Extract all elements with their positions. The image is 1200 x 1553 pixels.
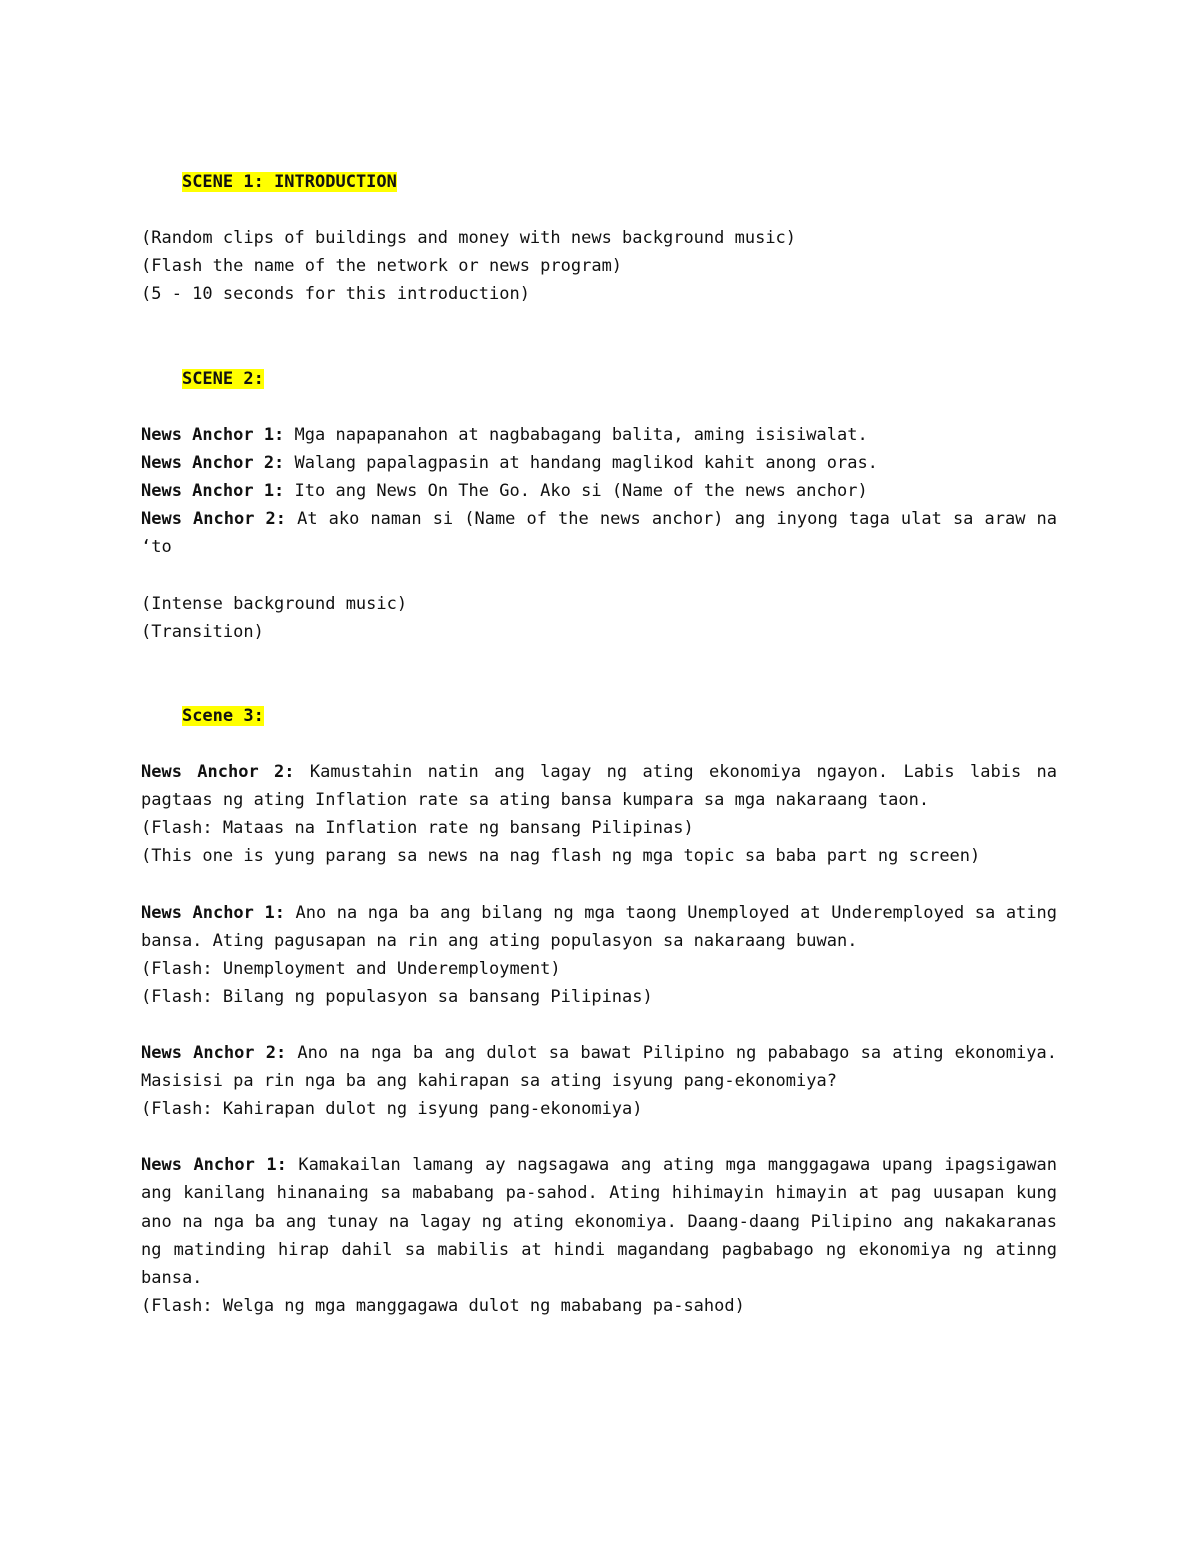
stage-note: (Flash: Welga ng mga manggagawa dulot ng mababang pa-sahod) <box>141 1295 745 1316</box>
dialogue-text: Kamustahin natin ang lagay ng ating ekonomiya ngayon. Labis labis na pagtaas ng ating Inflation rate sa ating bansa kumpara sa mga nakaraang taon. <box>141 762 1057 811</box>
script-document <box>141 140 1057 1320</box>
dialogue-text: Walang papalagpasin at handang maglikod kahit anong oras. <box>284 453 878 474</box>
stage-note: (Intense background music) <box>141 593 408 614</box>
scene-3-section <box>141 674 1057 758</box>
stage-note: (Transition) <box>141 621 264 642</box>
speaker-label: News Anchor 2: <box>141 1043 287 1063</box>
speaker-label: News Anchor 1: <box>141 902 285 923</box>
scene-3-heading: Scene 3: <box>181 705 264 726</box>
speaker-label: News Anchor 1: <box>141 1155 287 1176</box>
stage-note: (This one is yung parang sa news na nag flash ng mga topic sa baba part ng screen) <box>141 846 981 867</box>
stage-note: (Random clips of buildings and money with news background music) <box>141 228 797 249</box>
dialogue-line <box>141 449 1057 477</box>
dialogue-text: Ano na nga ba ang dulot sa bawat Pilipino ng pababago sa ating ekonomiya. Masisisi pa rin nga ba ang kahirapan sa ating isyung pang-ekonomiya? <box>141 1043 1057 1092</box>
speaker-label: News Anchor 2: <box>141 509 286 530</box>
dialogue-line <box>141 1151 1057 1291</box>
scene-1-section <box>141 140 1057 224</box>
speaker-label: News Anchor 2: <box>141 453 285 474</box>
spacer <box>141 1011 1057 1039</box>
dialogue-text: Ano na nga ba ang bilang ng mga taong Unemployed at Underemployed sa ating bansa. Ating pagusapan na rin ang ating populasyon sa nakaraang buwan. <box>141 902 1057 951</box>
scene-1-heading: SCENE 1: INTRODUCTION <box>181 172 397 193</box>
stage-note: (Flash: Unemployment and Underemployment) <box>141 958 561 979</box>
dialogue-text: Ito ang News On The Go. Ako si (Name of the news anchor) <box>284 481 868 502</box>
scene-2-heading: SCENE 2: <box>181 368 264 389</box>
spacer <box>141 1123 1057 1151</box>
spacer <box>141 309 1057 337</box>
speaker-label: News Anchor 1: <box>141 481 285 502</box>
spacer <box>141 561 1057 589</box>
stage-note: (5 - 10 seconds for this introduction) <box>141 284 530 305</box>
scene-2-section <box>141 337 1057 421</box>
dialogue-line <box>141 1039 1057 1095</box>
stage-note: (Flash: Bilang ng populasyon sa bansang Pilipinas) <box>141 986 653 1007</box>
speaker-label: News Anchor 1: <box>141 424 285 445</box>
stage-note: (Flash: Mataas na Inflation rate ng bansang Pilipinas) <box>141 818 694 839</box>
dialogue-text: Kamakailan lamang ay nagsagawa ang ating mga manggagawa upang ipagsigawan ang kanilang hinanaing sa mababang pa-sahod. Ating hihimayin himayin at pag uusapan kung ano na nga ba ang tunay na lagay ng ating ekonomiya. Daang-daang Pilipino ang nakakaranas ng matinding hirap dahil sa mabilis at hindi magandang pagbabago ng ekonomiya ng atinng bansa. <box>141 1155 1057 1288</box>
dialogue-text: Mga napapanahon at nagbabagang balita, aming isisiwalat. <box>284 424 868 445</box>
stage-note: (Flash: Kahirapan dulot ng isyung pang-ekonomiya) <box>141 1099 643 1120</box>
dialogue-line <box>141 899 1057 955</box>
dialogue-line <box>141 758 1057 814</box>
dialogue-text: At ako naman si (Name of the news anchor) ang inyong taga ulat sa araw na ‘to <box>141 509 1057 558</box>
spacer <box>141 646 1057 674</box>
stage-note: (Flash the name of the network or news program) <box>141 256 623 277</box>
spacer <box>141 870 1057 898</box>
dialogue-line <box>141 505 1057 561</box>
dialogue-line <box>141 421 1057 449</box>
dialogue-line <box>141 477 1057 505</box>
speaker-label: News Anchor 2: <box>141 762 295 783</box>
